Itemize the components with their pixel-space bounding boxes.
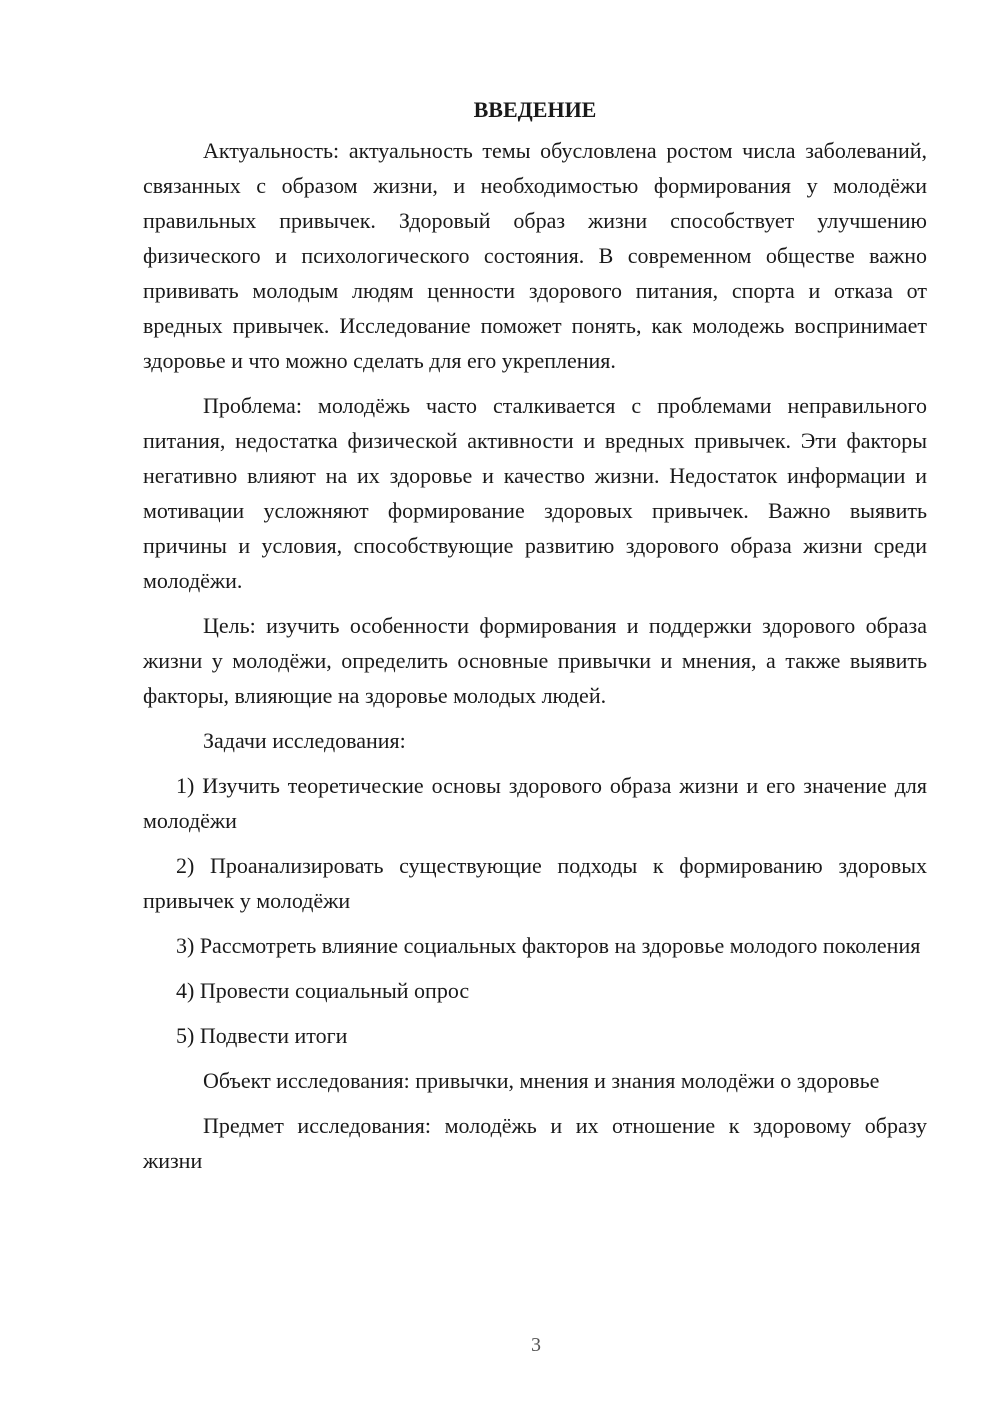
task-item-5: 5) Подвести итоги [176, 1023, 348, 1048]
page-title: ВВЕДЕНИЕ [473, 97, 597, 122]
paragraph-problem: Проблема: молодёжь часто сталкивается с проблемами неправильного питания, недостатка физической активности и вредных привычек. Эти факторы негативно влияют на их здоровье и качество жизни. Недостаток информации и мотивации усложняют формирование здоровых привычек. Важно выявить причины и условия, способствующие развитию здорового образа жизни среди молодёжи. [143, 393, 927, 593]
task-item-4: 4) Провести социальный опрос [176, 978, 470, 1003]
paragraph-subject: Предмет исследования: молодёжь и их отношение к здоровому образу жизни [143, 1113, 927, 1173]
task-item-2: 2) Проанализировать существующие подходы к формированию здоровых привычек у молодёжи [143, 853, 927, 913]
paragraph-object: Объект исследования: привычки, мнения и знания молодёжи о здоровье [203, 1068, 880, 1093]
tasks-heading: Задачи исследования: [203, 728, 406, 753]
page-content [143, 96, 927, 1188]
task-item-3: 3) Рассмотреть влияние социальных факторов на здоровье молодого поколения [176, 933, 921, 958]
paragraph-goal: Цель: изучить особенности формирования и поддержки здорового образа жизни у молодёжи, определить основные привычки и мнения, а также выявить факторы, влияющие на здоровье молодых людей. [143, 613, 927, 708]
page-number: 3 [531, 1334, 541, 1356]
paragraph-relevance: Актуальность: актуальность темы обусловлена ростом числа заболеваний, связанных с образом жизни, и необходимостью формирования у молодёжи правильных привычек. Здоровый образ жизни способствует улучшению физического и психологического состояния. В современном обществе важно прививать молодым людям ценности здорового питания, спорта и отказа от вредных привычек. Исследование поможет понять, как молодежь воспринимает здоровье и что можно сделать для его укрепления. [143, 138, 927, 373]
task-item-1: 1) Изучить теоретические основы здорового образа жизни и его значение для молодёжи [143, 773, 927, 833]
